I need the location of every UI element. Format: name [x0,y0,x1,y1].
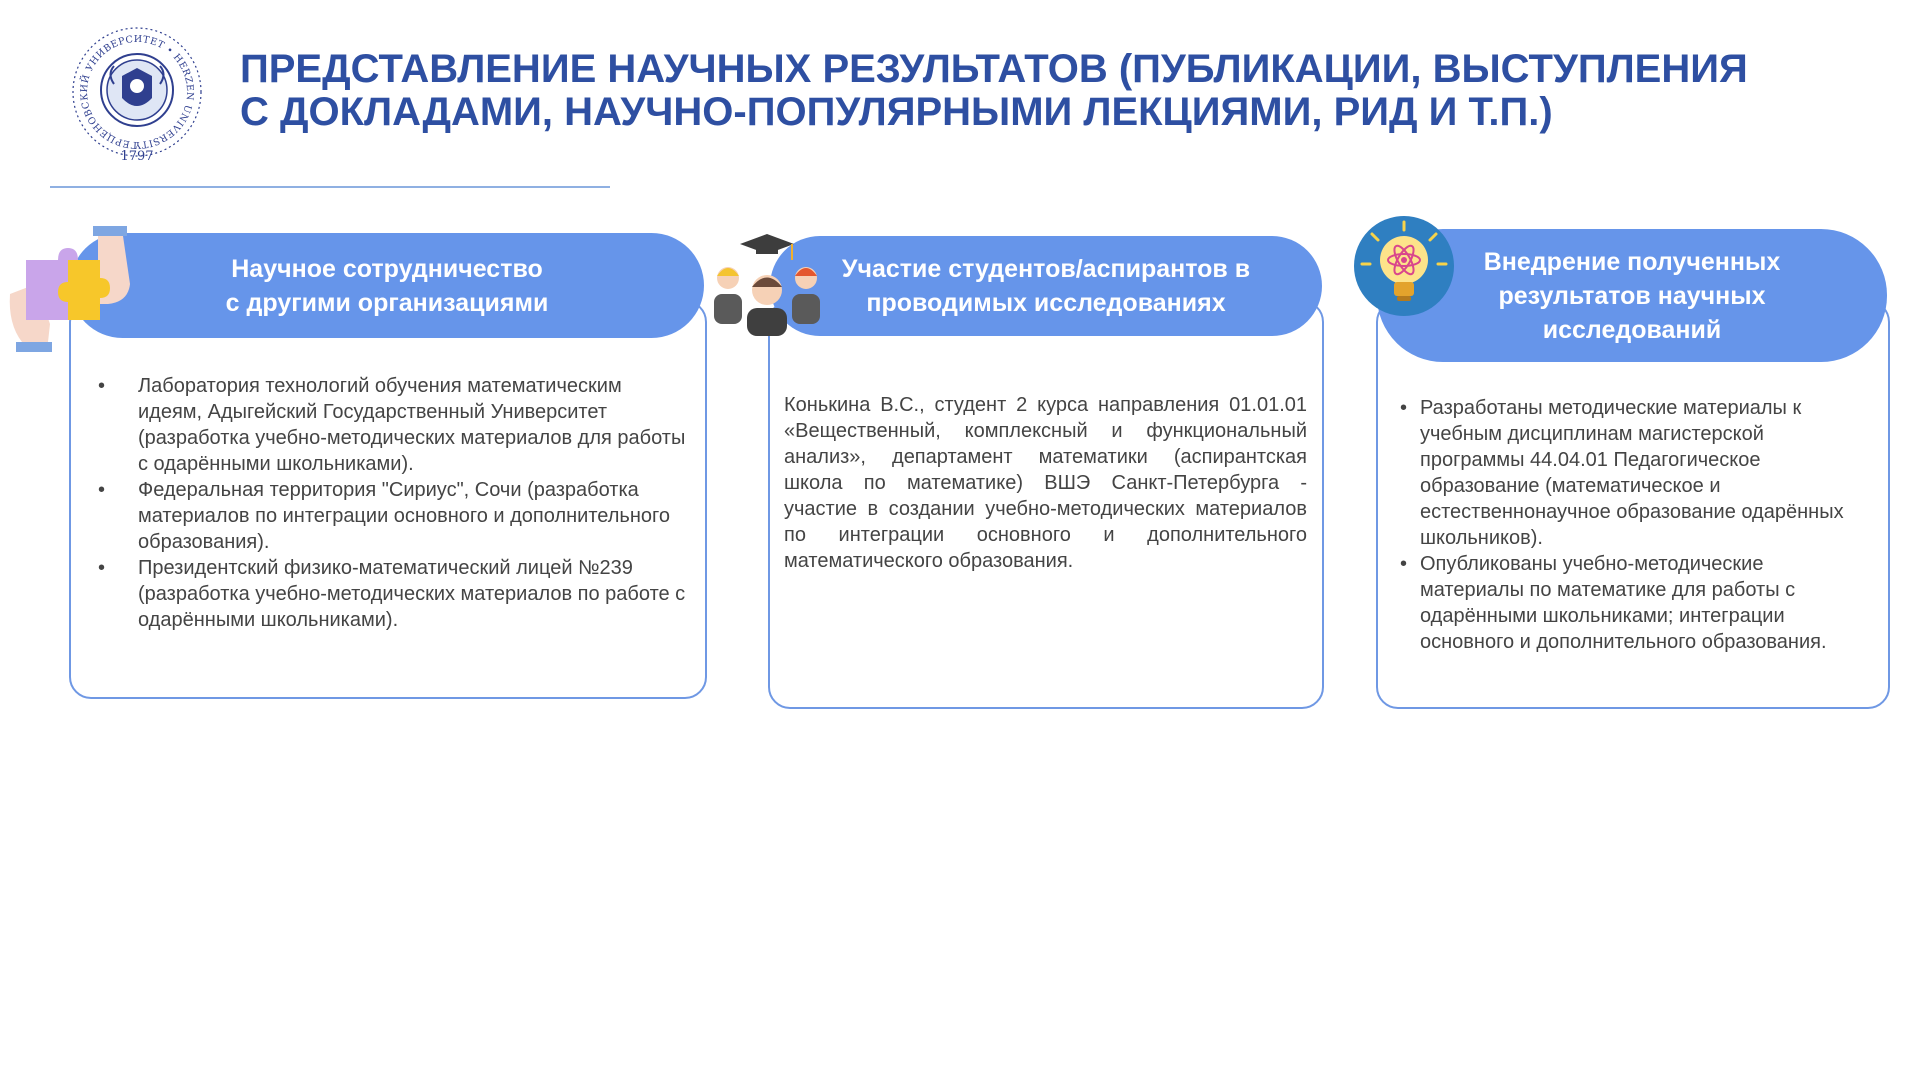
logo-ring-text: ГЕРЦЕНОВСКИЙ УНИВЕРСИТЕТ • HERZEN UNIVERSITY [78,33,196,151]
page-title-line-1: ПРЕДСТАВЛЕНИЕ НАУЧНЫХ РЕЗУЛЬТАТОВ (ПУБЛИКАЦИИ, ВЫСТУПЛЕНИЯ [240,47,1748,91]
card-implementation-title-line-2: результатов научных [1498,281,1766,310]
students-text: Конькина В.С., студент 2 курса направления 01.01.01 «Вещественный, комплексный и функциональный анализ», департамент математики (аспирантская школа по математике) ВШЭ Санкт-Петербурга - участие в создании учебно-методических материалов по интеграции основного и дополнительного математического образования. [784,394,1307,572]
list-item: • Лаборатория технологий обучения математическим идеям, Адыгейский Государственный Университет (разработка учебно-методических материалов для работы с одарёнными школьниками). [98,373,686,477]
university-logo [62,24,212,164]
card-students-title-line-1: Участие студентов/аспирантов в [841,255,1251,283]
page-title [240,48,1860,134]
card-students-title-line-2: проводимых исследованиях [866,289,1226,317]
card-cooperation-title-line-2: с другими организациями [225,288,549,317]
cooperation-list [98,373,686,633]
list-item: • Опубликованы учебно-методические материалы по математике для работы с одарёнными школьниками; интеграции основного и дополнительного образования. [1400,551,1866,655]
title-divider [50,186,610,188]
card-implementation-title-line-1: Внедрение полученных [1483,247,1781,276]
card-implementation-title-line-3: исследований [1542,315,1722,344]
list-item: • Федеральная территория "Сириус", Сочи (разработка материалов по интеграции основного и дополнительного образования). [98,477,686,555]
lightbulb-atom-icon [1352,214,1456,318]
puzzle-hands-icon [8,224,138,354]
list-item: • Президентский физико-математический лицей №239 (разработка учебно-методических материалов по работе с одарёнными школьниками). [98,555,686,633]
card-cooperation-title-line-1: Научное сотрудничество [231,254,543,283]
page-title-line-2: С ДОКЛАДАМИ, НАУЧНО-ПОПУЛЯРНЫМИ ЛЕКЦИЯМИ, РИД И Т.П.) [240,90,1553,134]
card-cooperation-header [70,233,704,338]
card-students-header [770,236,1322,336]
implementation-list [1400,395,1866,655]
list-item: • Разработаны методические материалы к учебным дисциплинам магистерской программы 44.04.01 Педагогическое образование (математическое и естественнонаучное образование одарённых школьников). [1400,395,1866,551]
logo-year: 1797 [120,149,154,164]
students-icon [712,232,822,336]
